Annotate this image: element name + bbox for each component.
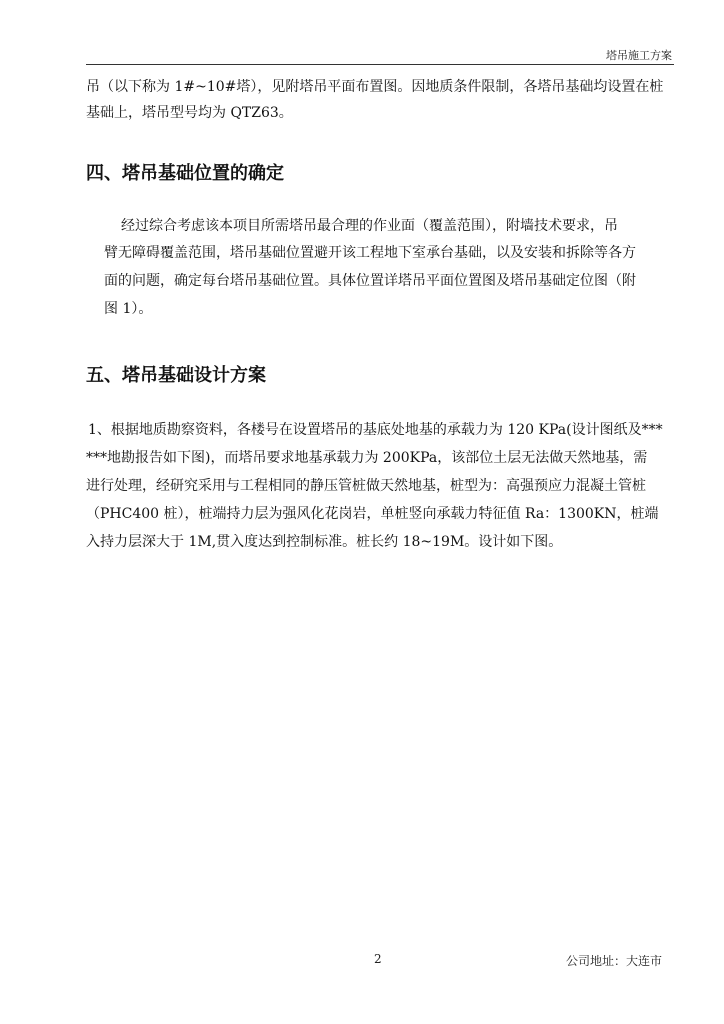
- section4-heading: 四、塔吊基础位置的确定: [86, 163, 284, 184]
- section4-line: 经过综合考虑该本项目所需塔吊最合理的作业面（覆盖范围），附墙技术要求，吊: [121, 218, 618, 234]
- page-number: 2: [374, 952, 382, 966]
- section5-line: 入持力层深大于 1M,贯入度达到控制标准。桩长约 18~19M。设计如下图。: [86, 534, 563, 550]
- footer-address: 公司地址：大连市: [565, 954, 662, 968]
- section5-line: 1、根据地质勘察资料，各楼号在设置塔吊的基底处地基的承载力为 120 KPa(设计图纸及***: [88, 422, 663, 438]
- header-rule: [86, 64, 674, 65]
- section5-heading: 五、塔吊基础设计方案: [86, 365, 266, 386]
- intro-line: 基础上，塔吊型号均为 QTZ63。: [86, 105, 293, 121]
- section4-line: 图 1）。: [104, 301, 153, 317]
- section5-line: （PHC400 桩），桩端持力层为强风化花岗岩，单桩竖向承载力特征值 Ra：1300KN，桩端: [86, 506, 659, 522]
- section5-line: ***地勘报告如下图)，而塔吊要求地基承载力为 200KPa，该部位土层无法做天然地基，需: [86, 450, 648, 466]
- section4-line: 臂无障碍覆盖范围，塔吊基础位置避开该工程地下室承台基础，以及安装和拆除等各方: [104, 245, 636, 261]
- section4-line: 面的问题，确定每台塔吊基础位置。具体位置详塔吊平面位置图及塔吊基础定位图（附: [104, 273, 636, 289]
- header-title: 塔吊施工方案: [606, 49, 672, 62]
- section5-line: 进行处理，经研究采用与工程相同的静压管桩做天然地基，桩型为：高强预应力混凝土管桩: [86, 478, 646, 494]
- intro-line: 吊（以下称为 1#~10#塔），见附塔吊平面布置图。因地质条件限制，各塔吊基础均设置在桩: [86, 79, 664, 95]
